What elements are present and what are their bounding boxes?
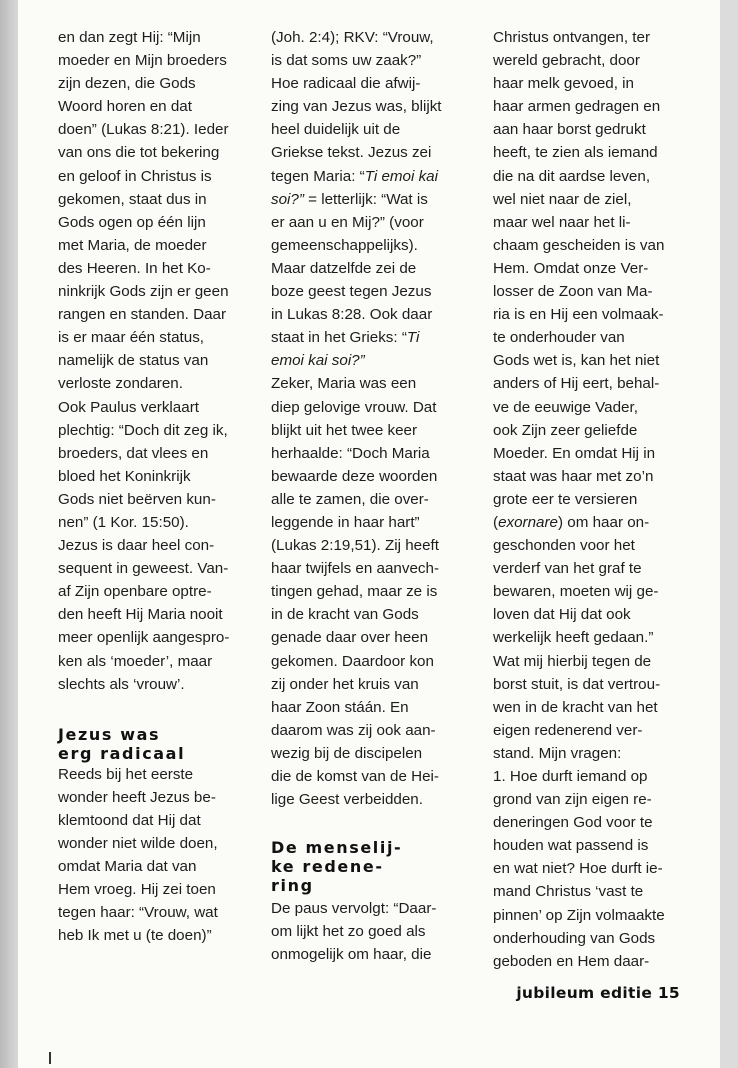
text-line: onmogelijk om haar, die (271, 946, 432, 964)
column-1-text-bottom (58, 763, 258, 948)
section-heading-de-menselijke-redenering (271, 838, 471, 895)
text-line: staat was haar met zo’n (493, 467, 654, 485)
column-3 (493, 26, 705, 973)
text-line: verloste zondaren. (58, 375, 183, 393)
text-line: geboden en Hem daar- (493, 952, 650, 970)
text-line: er aan u en Mij?” (voor (271, 213, 424, 231)
text-line: deneringen God voor te (493, 814, 653, 832)
text-line: namelijk de status van (58, 352, 209, 370)
text-run: tegen Maria: “ (271, 167, 365, 185)
text-line: stand. Mijn vragen: (493, 744, 622, 762)
text-line: Griekse tekst. Jezus zei (271, 144, 432, 162)
column-1 (58, 26, 258, 947)
text-line: met Maria, de moeder (58, 236, 207, 254)
text-line: wen in de kracht van het (493, 698, 658, 716)
text-line: plechtig: “Doch dit zeg ik, (58, 421, 228, 439)
book-spine-shadow (0, 0, 18, 1068)
text-line: bloed het Koninkrijk (58, 467, 191, 485)
text-line: ninkrijk Gods zijn er geen (58, 283, 229, 301)
text-line: Hem vroeg. Hij zei toen (58, 881, 216, 899)
text-line: gekomen, staat dus in (58, 190, 207, 208)
column-2-text-top (271, 26, 471, 811)
text-line: van ons die tot bekering (58, 144, 220, 162)
text-line: zijn dezen, die Gods (58, 75, 196, 93)
text-line: diep gelovige vrouw. Dat (271, 398, 437, 416)
text-line: den heeft Hij Maria nooit (58, 606, 223, 624)
text-line: Gods ogen op één lijn (58, 213, 206, 231)
text-line: borst stuit, is dat vertrou- (493, 675, 661, 693)
text-line: en dan zegt Hij: “Mijn (58, 29, 201, 46)
text-line: wezig bij de discipelen (271, 744, 423, 762)
text-line: onderhouding van Gods (493, 929, 656, 947)
text-line: Wat mij hierbij tegen de (493, 652, 652, 670)
heading-line: Jezus was (58, 724, 161, 744)
text-line: te onderhouder van (493, 329, 625, 347)
greek-quote: Ti (406, 329, 420, 347)
text-line: maar wel naar het li- (493, 213, 631, 231)
text-run: staat in het Grieks: “ (271, 329, 407, 347)
text-line: Zeker, Maria was een (271, 375, 417, 393)
text-run: ) om haar on- (558, 513, 650, 531)
text-line: omdat Maria dat van (58, 858, 197, 876)
text-line: slechts als ‘vrouw’. (58, 675, 185, 693)
greek-quote: emoi kai soi?” (271, 352, 365, 370)
text-line: alle te zamen, die over- (271, 490, 429, 508)
text-line: wonder niet wilde doen, (58, 835, 218, 852)
text-line: is er maar één status, (58, 329, 205, 347)
text-line: en wat niet? Hoe durft ie- (493, 860, 663, 878)
text-line: Ook Paulus verklaart (58, 398, 199, 416)
text-line: (Joh. 2:4); RKV: “Vrouw, (271, 29, 434, 46)
page-edge (720, 0, 738, 1068)
text-line: ken als ‘moeder’, maar (58, 652, 213, 670)
greek-quote: Ti emoi kai (364, 167, 438, 185)
text-line: Gods niet beërven kun- (58, 490, 216, 508)
section-heading-jezus-was-erg-radicaal (58, 725, 258, 763)
text-line: Moeder. En omdat Hij in (493, 444, 656, 462)
text-line: (Lukas 2:19,51). Zij heeft (271, 537, 439, 555)
text-line: boze geest tegen Jezus (271, 283, 432, 301)
text-line: wel niet naar de ziel, (493, 190, 632, 208)
heading-line: erg radicaal (58, 743, 186, 763)
text-line: rangen en standen. Daar (58, 306, 227, 324)
text-line: sequent in geweest. Van- (58, 560, 229, 578)
text-line: die de komst van de Hei- (271, 768, 439, 785)
text-line: doen” (Lukas 8:21). Ieder (58, 121, 229, 139)
text-line: om lijkt het zo goed als (271, 923, 426, 941)
text-line: lige Geest verbeidden. (271, 791, 423, 809)
text-line (271, 165, 471, 188)
text-line: die na dit aardse leven, (493, 167, 651, 185)
text-line: ve de eeuwige Vader, (493, 398, 638, 416)
text-run: = letterlijk: “Wat is (303, 190, 428, 208)
text-line: houden wat passend is (493, 837, 649, 855)
text-line: Reeds bij het eerste (58, 765, 194, 783)
text-line: daarom was zij ook aan- (271, 721, 436, 739)
margin-mark (49, 1052, 51, 1064)
text-line: Christus ontvangen, ter (493, 29, 651, 46)
column-2-text-bottom (271, 897, 471, 966)
text-line: leggende in haar hart” (271, 513, 420, 531)
heading-line: ke redene- (271, 857, 384, 877)
text-line: wereld gebracht, door (493, 52, 640, 70)
text-line (271, 349, 471, 372)
text-line: nen” (1 Kor. 15:50). (58, 513, 189, 531)
column-2 (271, 26, 471, 966)
text-line: blijkt uit het twee keer (271, 421, 418, 439)
text-line: broeders, dat vlees en (58, 444, 209, 462)
text-line: moeder en Mijn broeders (58, 52, 227, 70)
text-line: chaam gescheiden is van (493, 236, 665, 254)
text-line: ria is en Hij een volmaak- (493, 306, 664, 324)
text-line: werkelijk heeft gedaan.” (493, 629, 654, 647)
text-line: bewaarde deze woorden (271, 467, 438, 485)
text-line: af Zijn openbare optre- (58, 583, 212, 601)
text-line: meer openlijk aangespro- (58, 629, 230, 647)
text-line: is dat soms uw zaak?” (271, 52, 422, 70)
text-line: 1. Hoe durft iemand op (493, 768, 648, 785)
text-line: losser de Zoon van Ma- (493, 283, 653, 301)
text-line: haar melk gevoed, in (493, 75, 634, 93)
text-line: ook Zijn zeer geliefde (493, 421, 638, 439)
text-line: verderf van het graf te (493, 560, 642, 578)
text-line: herhaalde: “Doch Maria (271, 444, 430, 462)
text-line (271, 326, 471, 349)
text-line: geschonden voor het (493, 537, 635, 555)
text-line: zing van Jezus was, blijkt (271, 98, 442, 116)
page-footer: jubileum editie 15 (516, 984, 680, 1002)
text-line: Woord horen en dat (58, 98, 192, 116)
text-line: Hoe radicaal die afwij- (271, 75, 421, 93)
text-line: Hem. Omdat onze Ver- (493, 259, 649, 277)
text-line: Gods wet is, kan het niet (493, 352, 660, 370)
latin-term: exornare (498, 513, 559, 531)
text-line: heb Ik met u (te doen)” (58, 927, 212, 945)
text-line: zij onder het kruis van (271, 675, 419, 693)
text-line: haar Zoon stáán. En (271, 698, 409, 716)
text-line: wonder heeft Jezus be- (58, 788, 216, 806)
text-line: grond van zijn eigen re- (493, 791, 652, 809)
greek-quote: soi?” (271, 190, 304, 208)
text-line: en geloof in Christus is (58, 167, 212, 185)
text-line: bewaren, moeten wij ge- (493, 583, 659, 601)
text-line: aan haar borst gedrukt (493, 121, 646, 139)
column-1-text-top (58, 26, 258, 696)
text-line: pinnen’ op Zijn volmaakte (493, 906, 665, 924)
text-line: Maar datzelfde zei de (271, 259, 417, 277)
text-line: tingen gehad, maar ze is (271, 583, 438, 601)
text-line: haar armen gedragen en (493, 98, 661, 116)
text-line: De paus vervolgt: “Daar- (271, 900, 437, 918)
text-line: eigen redenerend ver- (493, 721, 643, 739)
text-line: grote eer te versieren (493, 490, 638, 508)
text-line: Jezus is daar heel con- (58, 537, 215, 555)
text-line: des Heeren. In het Ko- (58, 259, 211, 277)
text-line: in de kracht van Gods (271, 606, 419, 624)
text-line: haar twijfels en aanvech- (271, 560, 439, 578)
text-line: heel duidelijk uit de (271, 121, 401, 139)
text-line: genade daar over heen (271, 629, 429, 647)
text-line: gekomen. Daardoor kon (271, 652, 434, 670)
text-line: tegen haar: “Vrouw, wat (58, 904, 218, 922)
text-line (493, 511, 705, 534)
text-line: gemeenschappelijks). (271, 236, 418, 254)
text-run: ( (493, 513, 499, 531)
heading-line: De menselij- (271, 838, 403, 858)
heading-line: ring (271, 876, 314, 896)
text-line: in Lukas 8:28. Ook daar (271, 306, 433, 324)
text-line (271, 188, 471, 211)
text-line: mand Christus ‘vast te (493, 883, 644, 901)
text-line: anders of Hij eert, behal- (493, 375, 660, 393)
text-line: heeft, te zien als iemand (493, 144, 658, 162)
text-line: klemtoond dat Hij dat (58, 811, 201, 829)
text-line: loven dat Hij dat ook (493, 606, 631, 624)
magazine-page (18, 0, 720, 1068)
